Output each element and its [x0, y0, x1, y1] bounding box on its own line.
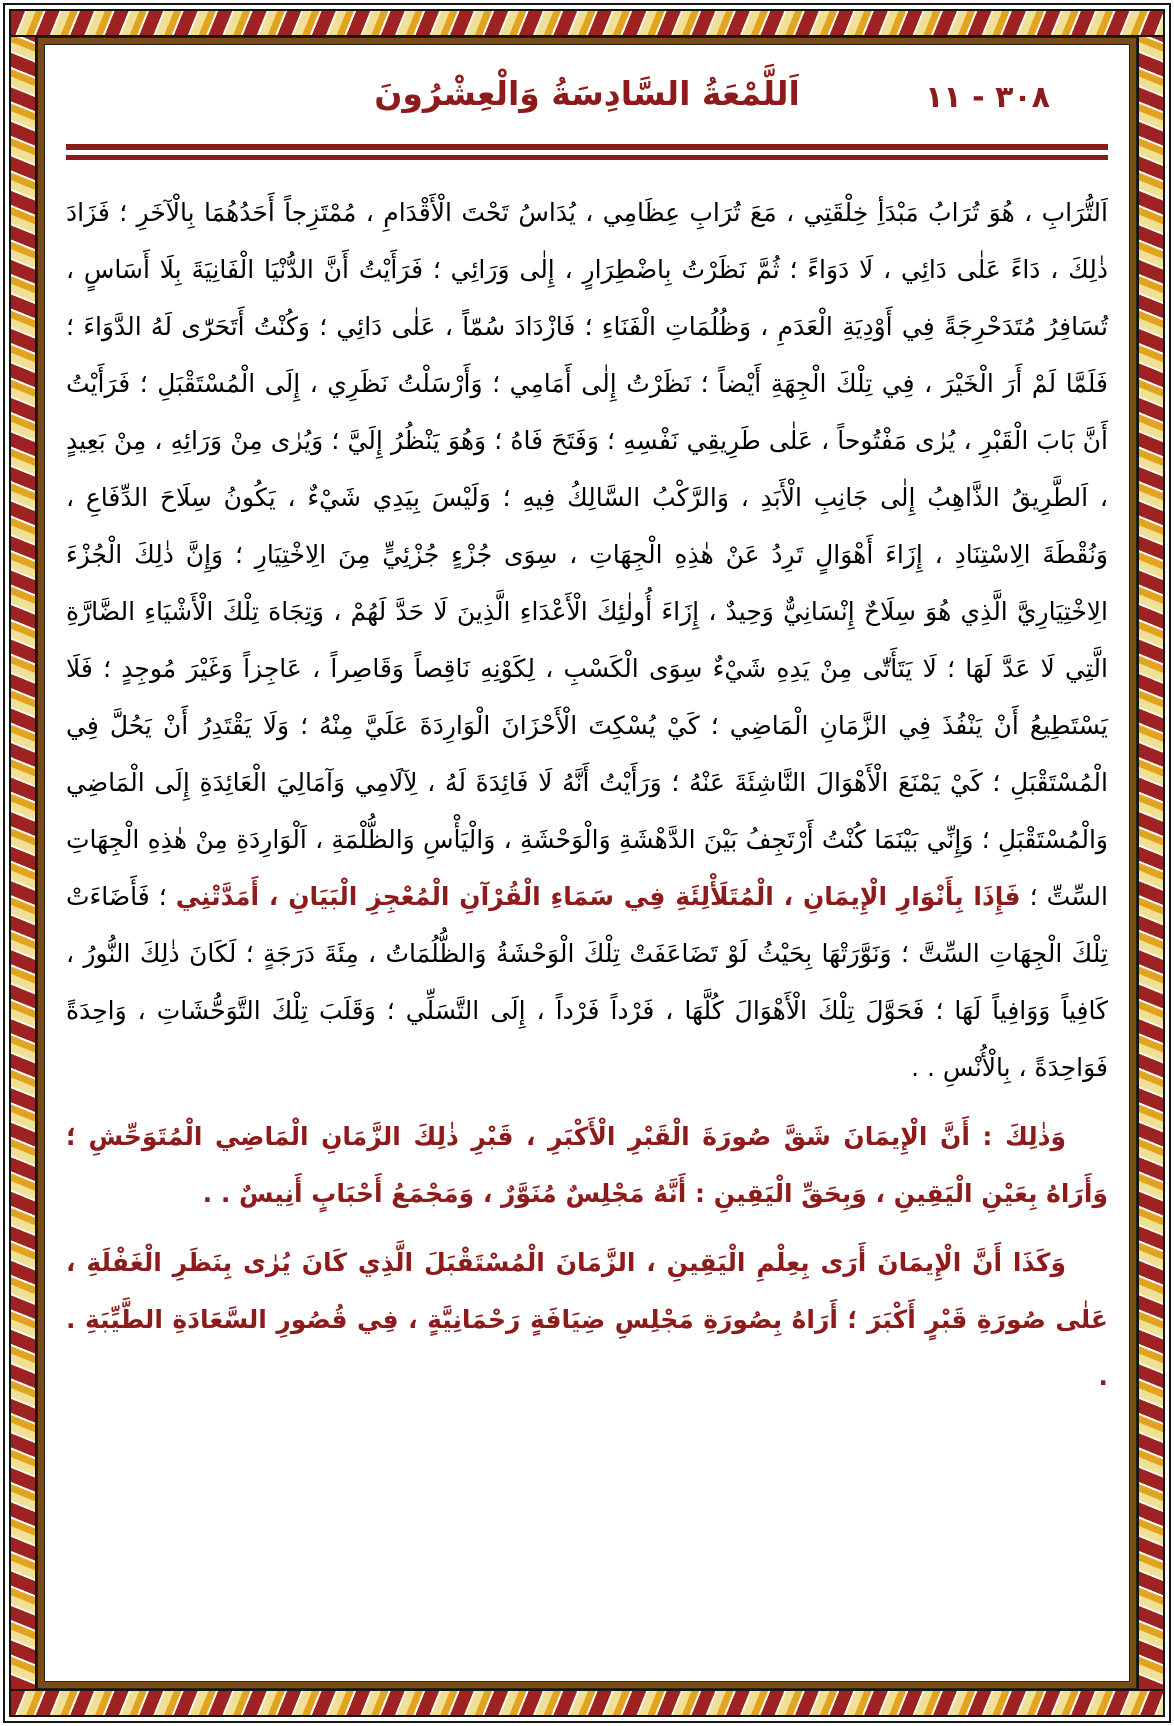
page-title: اَللَّمْعَةُ السَّادِسَةُ وَالْعِشْرُونَ	[374, 74, 800, 113]
main-paragraph-lead: اَلتُّرَابِ ، هُوَ تُرَابُ مَبْدَأِ خِلْقَتِي ، مَعَ تُرَابِ عِظَامِي ، يُدَاسُ تَحْتَ الْأَقْدَامِ ، مُمْتَزِجاً أَحَدُهُمَا بِالْآخَرِ ؛ فَزَادَ ذٰلِكَ ، دَاءً عَلٰى دَائِي ، لَا دَوَاءً ؛ ثُمَّ نَظَرْتُ بِاضْطِرَارٍ ، إِلٰى وَرَائِي ؛ فَرَأَيْتُ أَنَّ الدُّنْيَا الْفَانِيَةَ بِلَا أَسَاسٍ ، تُسَافِرُ مُتَدَحْرِجَةً فِي أَوْدِيَةِ الْعَدَمِ ، وَظُلُمَاتِ الْفَنَاءِ ؛ فَازْدَادَ سُمّاً ، عَلٰى دَائِي ؛ وَكُنْتُ أَتَحَرّٰى لَهُ الدَّوَاءَ ؛ فَلَمَّا لَمْ أَرَ الْخَيْرَ ، فِي تِلْكَ الْجِهَةِ أَيْضاً ؛ نَظَرْتُ إِلٰى أَمَامِي ؛ وَأَرْسَلْتُ نَظَرِي ، إِلَى الْمُسْتَقْبَلِ ؛ فَرَأَيْتُ أَنَّ بَابَ الْقَبْرِ ، يُرٰى مَفْتُوحاً ، عَلٰى طَرِيقِي نَفْسِهِ ؛ وَفَتَحَ فَاهُ ؛ وَهُوَ يَنْظُرُ إِلَيَّ ؛ وَيُرٰى مِنْ وَرَائِهِ ، مِنْ بَعِيدٍ ، اَلطَّرِيقُ الذَّاهِبُ إِلٰى جَانِبِ الْأَبَدِ ، وَالرَّكْبُ السَّالِكُ فِيهِ ؛ وَلَيْسَ بِيَدِي شَيْءٌ ، يَكُونُ سِلَاحَ الدِّفَاعِ ، وَنُقْطَةَ الِاسْتِنَادِ ، إِزَاءَ أَهْوَالٍ تَرِدُ عَنْ هٰذِهِ الْجِهَاتِ ، سِوَى جُزْءٍ جُزْئِيٍّ مِنَ الِاخْتِيَارِ ؛ وَإِنَّ ذٰلِكَ الْجُزْءَ الِاخْتِيَارِيَّ الَّذِي هُوَ سِلَاحٌ إِنْسَانِيٌّ وَحِيدٌ ، إِزَاءَ أُولٰئِكَ الْأَعْدَاءِ الَّذِينَ لَا حَدَّ لَهُمْ ، وَتِجَاهَ تِلْكَ الْأَشْيَاءِ الضَّارَّةِ الَّتِي لَا عَدَّ لَهَا ؛ لَا يَتَأَتّٰى مِنْ يَدِهِ شَيْءٌ سِوَى الْكَسْبِ ، لِكَوْنِهِ نَاقِصاً وَقَاصِراً ، عَاجِزاً وَغَيْرَ مُوجِدٍ ؛ فَلَا يَسْتَطِيعُ أَنْ يَنْفُذَ فِي الزَّمَانِ الْمَاضِي ؛ كَيْ يُسْكِتَ الْأَحْزَانَ الْوَارِدَةَ عَلَيَّ مِنْهُ ؛ وَلَا يَقْتَدِرُ أَنْ يَحُلَّ فِي الْمُسْتَقْبَلِ ؛ كَيْ يَمْنَعَ الْأَهْوَالَ النَّاشِئَةَ عَنْهُ ؛ وَرَأَيْتُ أَنَّهُ لَا فَائِدَةَ لَهُ ، لِآلَامِي وَآمَالِيَ الْعَائِدَةِ إِلَى الْمَاضِي وَالْمُسْتَقْبَلِ ؛ وَإِنِّي بَيْنَمَا كُنْتُ أَرْتَجِفُ بَيْنَ الدَّهْشَةِ وَالْوَحْشَةِ ، وَالْيَأْسِ وَالظُّلْمَةِ ، اَلْوَارِدَةِ مِنْ هٰذِهِ الْجِهَاتِ السِّتِّ ؛	[66, 198, 1108, 911]
ornament-border-bottom	[9, 1689, 1165, 1717]
faith-lights-red-inline: فَإِذَا بِأَنْوَارِ الْإِيمَانِ ، الْمُتَلَأْلِئَةِ فِي سَمَاءِ الْقُرْآنِ الْمُعْجِزِ الْبَيَانِ ، أَمَدَّتْنِي	[175, 882, 1021, 911]
ornament-border-right	[1137, 35, 1165, 1691]
header-divider-rule	[66, 144, 1108, 160]
main-text	[66, 184, 1108, 1405]
main-paragraph-tail: ؛ فَأَضَاءَتْ تِلْكَ الْجِهَاتِ السِّتَّ ؛ وَنَوَّرَتْهَا بِحَيْثُ لَوْ تَضَاعَفَتْ تِلْكَ الْوَحْشَةُ وَالظُّلُمَاتُ ، مِئَةَ دَرَجَةٍ ؛ لَكَانَ ذٰلِكَ النُّورُ ، كَافِياً وَوَافِياً لَهَا ؛ فَحَوَّلَ تِلْكَ الْأَهْوَالَ كُلَّهَا ، فَرْداً فَرْداً ، إِلَى التَّسَلِّي ؛ وَقَلَبَ تِلْكَ التَّوَحُّشَاتِ ، وَاحِدَةً فَوَاحِدَةً ، بِالْأُنْسِ . .	[66, 882, 1108, 1082]
red-paragraph-grave: وَذٰلِكَ : أَنَّ الْإِيمَانَ شَقَّ صُورَةَ الْقَبْرِ الْأَكْبَرِ ، قَبْرِ ذٰلِكَ الزَّمَانِ الْمَاضِي الْمُتَوَحِّشِ ؛ وَأَرَاهُ بِعَيْنِ الْيَقِينِ ، وَبِحَقِّ الْيَقِينِ : أَنَّهُ مَجْلِسٌ مُنَوَّرٌ ، وَمَجْمَعُ أَحْبَابٍ أَنِيسٌ . .	[66, 1122, 1108, 1208]
ornament-border-top	[9, 9, 1165, 37]
page-content	[48, 48, 1126, 1678]
page-number: ٣٠٨ - ١١	[925, 80, 1050, 115]
ornament-border-left	[9, 35, 37, 1691]
main-paragraph	[66, 184, 1108, 1096]
page-header	[66, 66, 1108, 138]
red-paragraph-future: وَكَذَا أَنَّ الْإِيمَانَ أَرَى بِعِلْمِ الْيَقِينِ ، الزَّمَانَ الْمُسْتَقْبَلَ الَّذِي كَانَ يُرٰى بِنَظَرِ الْغَفْلَةِ ، عَلٰى صُورَةِ قَبْرٍ أَكْبَرَ ؛ أَرَاهُ بِصُورَةِ مَجْلِسِ ضِيَافَةٍ رَحْمَانِيَّةٍ ، فِي قُصُورِ السَّعَادَةِ الطَّيِّبَةِ . .	[66, 1248, 1108, 1391]
